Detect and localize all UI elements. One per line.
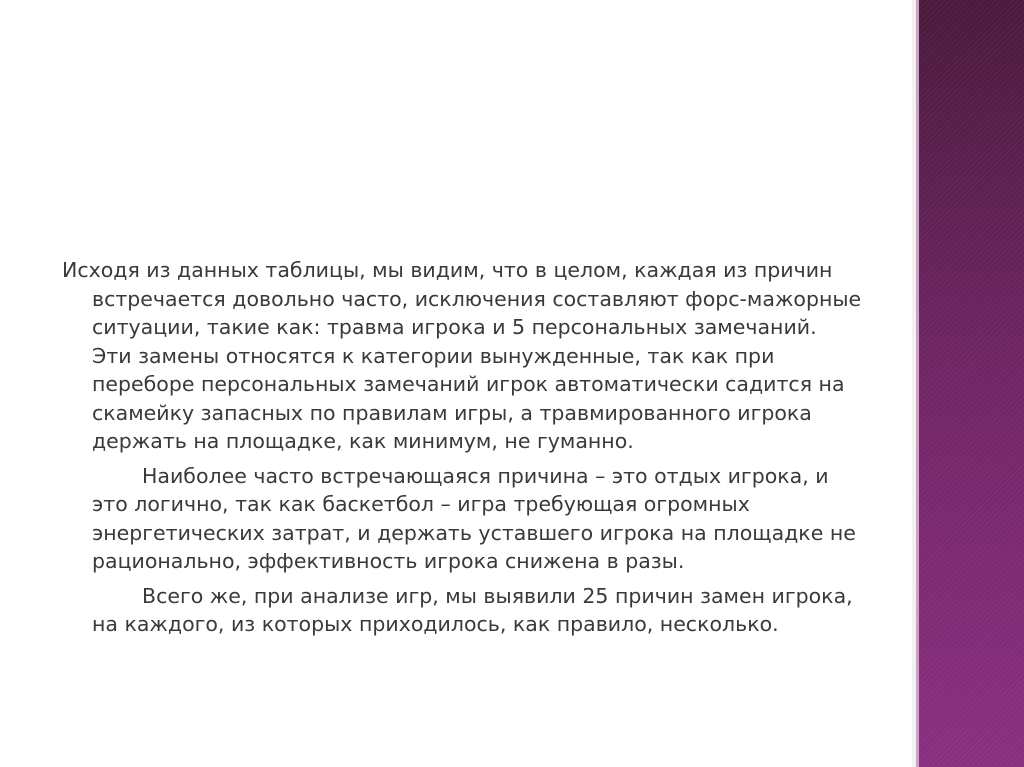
slide-body-text — [62, 256, 862, 645]
paragraph-total-reasons: Всего же, при анализе игр, мы выявили 25 причин замен игрока, на каждого, из которых приходилось, как правило, несколько. — [92, 583, 853, 636]
paragraph-table-analysis: Исходя из данных таблицы, мы видим, что в целом, каждая из причин встречается довольно часто, исключения составляют форс-мажорные ситуации, такие как: травма игрока и 5 персональных замечаний. Эти замены относятся к категории вынужденные, так как при переборе персональных замечаний игрок автоматически садится на скамейку запасных по правилам игры, а травмированного игрока держать на площадке, как минимум, не гуманно. — [62, 258, 862, 453]
paragraph-most-frequent-reason: Наиболее часто встречающаяся причина – это отдых игрока, и это логично, так как баскетбол – игра требующая огромных энергетических затрат, и держать уставшего игрока на площадке не рационально, эффективность игрока снижена в разы. — [92, 463, 856, 573]
decorative-sidebar — [916, 0, 1024, 767]
